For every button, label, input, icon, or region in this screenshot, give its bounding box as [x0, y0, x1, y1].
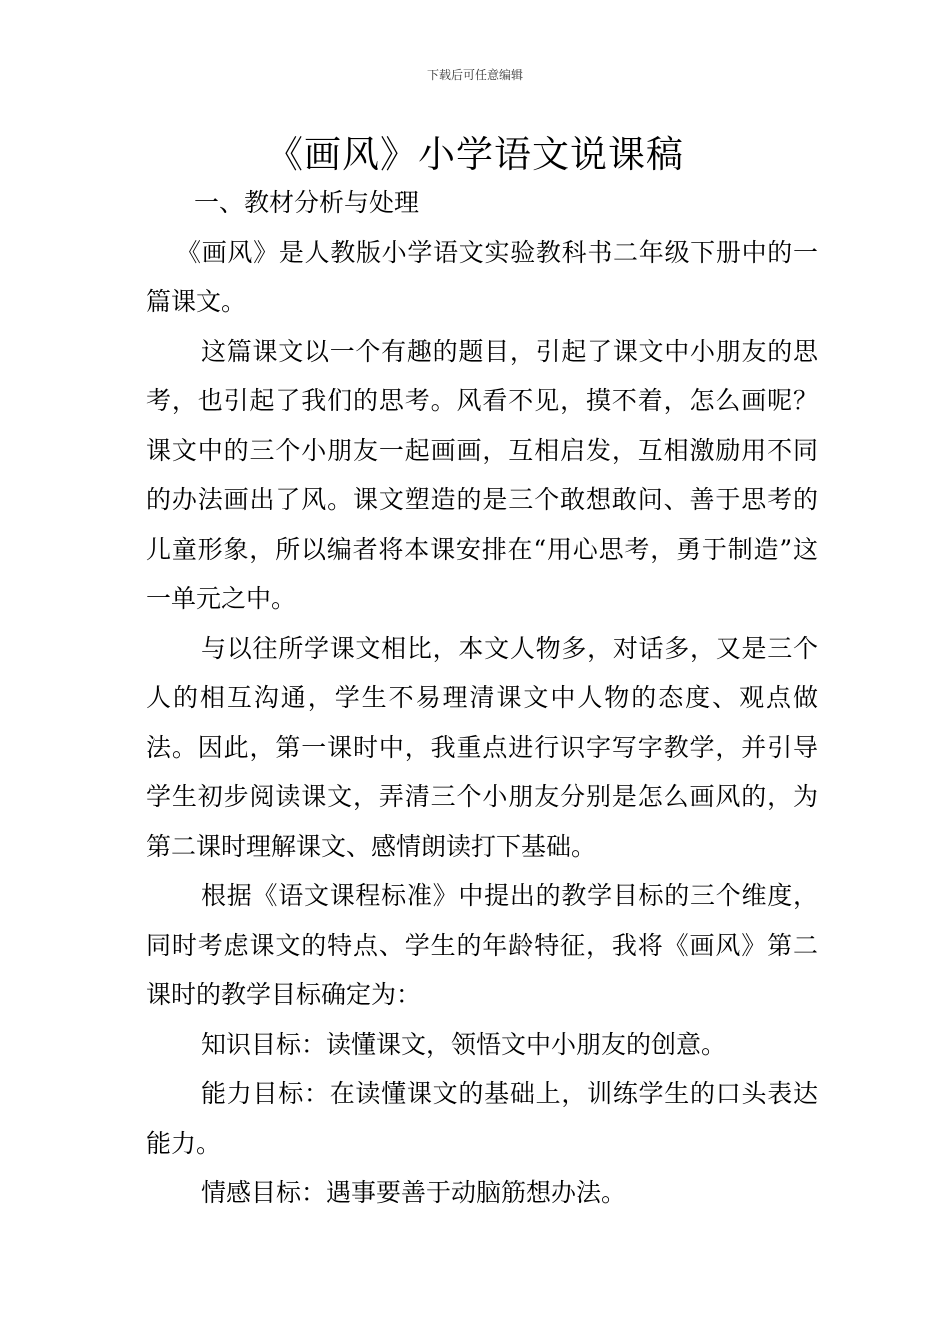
paragraph-2: 这篇课文以一个有趣的题目，引起了课文中小朋友的思考，也引起了我们的思考。风看不见，摸不着，怎么画呢？课文中的三个小朋友一起画画，互相启发，互相激励用不同的办法画出了风。课文塑造的是三个敢想敢问、善于思考的儿童形象，所以编者将本课安排在“用心思考，勇于制造”这一单元之中。	[146, 336, 818, 613]
page-header-note: 下载后可任意编辑	[426, 68, 523, 82]
goal-knowledge: 知识目标：读懂课文，领悟文中小朋友的创意。	[201, 1029, 727, 1059]
document-title: 《画风》小学语文说课稿	[266, 133, 684, 176]
goal-emotion: 情感目标：遇事要善于动脑筋想办法。	[201, 1178, 627, 1207]
document-body	[146, 178, 818, 1218]
paragraph-3: 与以往所学课文相比，本文人物多，对话多，又是三个人的相互沟通，学生不易理清课文中人物的态度、观点做法。因此，第一课时中，我重点进行识字写字教学，并引导学生初步阅读课文，弄清三个小朋友分别是怎么画风的，为第二课时理解课文、感情朗读打下基础。	[146, 633, 818, 861]
section-heading: 一、教材分析与处理	[194, 188, 420, 217]
paragraph-4: 根据《语文课程标准》中提出的教学目标的三个维度，同时考虑课文的特点、学生的年龄特征，我将《画风》第二课时的教学目标确定为：	[146, 881, 818, 1009]
paragraph-1: 《画风》是人教版小学语文实验教科书二年级下册中的一篇课文。	[146, 237, 818, 316]
goal-ability: 能力目标：在读懂课文的基础上，训练学生的口头表达能力。	[146, 1079, 818, 1158]
